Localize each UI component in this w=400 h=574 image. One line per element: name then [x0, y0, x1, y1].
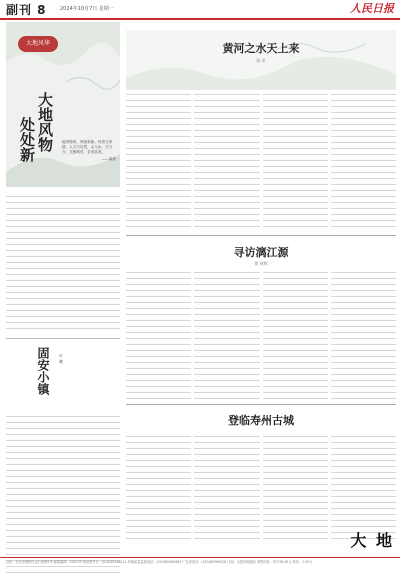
editor-note-text: 地风物风，风物常新。风景与风情，人文与自然，山与水，古与今，交相映衬，各美其美。	[62, 140, 113, 154]
essay-title: 固安小镇	[36, 347, 50, 395]
essay-body-bottom	[6, 414, 120, 574]
editor-note-byline: ——编者	[101, 157, 116, 161]
text-column	[194, 270, 259, 400]
issue-date: 2024年10月7日 星期一	[60, 6, 114, 12]
text-column	[263, 434, 328, 542]
newspaper-logo: 人民日报	[350, 2, 394, 15]
text-column	[331, 92, 396, 232]
feature-title-line1: 大地风物	[36, 92, 54, 152]
text-column	[331, 270, 396, 400]
masthead	[0, 0, 400, 20]
text-column	[331, 434, 396, 542]
section-logo: 大 地	[350, 531, 394, 550]
text-column	[194, 92, 259, 232]
left-column	[6, 22, 120, 552]
page-number: 副刊 8	[6, 3, 47, 17]
text-column	[263, 270, 328, 400]
section-divider	[126, 235, 396, 236]
section-divider	[126, 404, 396, 405]
column-feature-banner	[6, 22, 120, 187]
essay-byline: 叶 曦	[59, 354, 64, 364]
footer-text: 社址：北京市朝阳区金台西路2号 邮政编码：100733 电话查号台：(010)65368114 印刷质量监督电话：(010)65369463 广告部电话：(010)65369228 订阅：全国各地邮局 零售价格：每月36.00元 每份：1.50元	[6, 560, 313, 564]
article-byline: 蒋 泉	[256, 58, 266, 63]
feature-title-line2: 处处新	[18, 117, 36, 162]
text-column	[263, 92, 328, 232]
text-column	[194, 434, 259, 542]
article-body	[126, 434, 396, 542]
text-column	[126, 270, 191, 400]
editor-note	[62, 140, 116, 162]
text-column	[126, 92, 191, 232]
section-divider	[6, 338, 120, 339]
text-column	[126, 434, 191, 542]
article-title: 寻访漓江源	[233, 246, 289, 259]
column-badge: 大地风华	[18, 36, 58, 52]
article-byline: 徐 秋辉	[254, 261, 268, 266]
article-body	[126, 270, 396, 400]
article-title: 登临寿州古城	[228, 414, 294, 427]
article-body	[126, 92, 396, 232]
article-title: 黄河之水天上来	[222, 42, 300, 55]
essay-body-top	[6, 194, 120, 334]
